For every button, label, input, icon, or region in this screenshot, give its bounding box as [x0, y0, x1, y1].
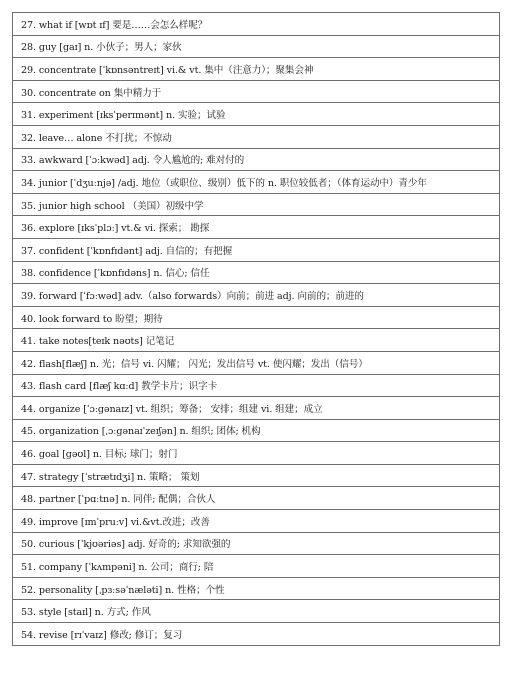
vocab-row-47: 47. strategy [ˈstrætɪdʒi] n. 策略； 策划	[12, 465, 500, 488]
vocab-row-41: 41. take notes[teɪk nəʊts] 记笔记	[12, 329, 500, 352]
vocab-row-43: 43. flash card [flæʃ kɑːd] 教学卡片；识字卡	[12, 375, 500, 398]
vocab-row-46: 46. goal [gəʊl] n. 目标; 球门；射门	[12, 442, 500, 465]
vocab-row-37: 37. confident [ˈkɒnfɪdənt] adj. 自信的；有把握	[12, 239, 500, 262]
vocab-row-29: 29. concentrate [ˈkɒnsəntreɪt] vi.& vt. 集中（注意力）；聚集会神	[12, 58, 500, 81]
vocab-row-34: 34. junior [ˈdʒuːnjə] /adj. 地位（或职位、级别）低下的 n. 职位较低者；（体育运动中）青少年	[12, 171, 500, 194]
vocab-row-50: 50. curious [ˈkjʊəriəs] adj. 好奇的; 求知欲强的	[12, 533, 500, 556]
vocab-row-30: 30. concentrate on 集中精力于	[12, 81, 500, 104]
vocab-row-28: 28. guy [gaɪ] n. 小伙子；男人；家伙	[12, 36, 500, 59]
vocab-row-33: 33. awkward [ˈɔːkwəd] adj. 令人尴尬的; 难对付的	[12, 149, 500, 172]
vocab-row-35: 35. junior high school （美国）初级中学	[12, 194, 500, 217]
vocab-row-54: 54. revise [rɪˈvaɪz] 修改; 修订；复习	[12, 623, 500, 646]
vocab-row-36: 36. explore [ɪksˈplɔː] vt.& vi. 探索； 勘探	[12, 216, 500, 239]
vocab-row-44: 44. organize [ˈɔːgənaɪz] vt. 组织；筹备； 安排；组建 vi. 组建；成立	[12, 397, 500, 420]
vocab-row-53: 53. style [staɪl] n. 方式; 作风	[12, 600, 500, 623]
vocabulary-table	[12, 12, 500, 646]
vocab-row-40: 40. look forward to 盼望；期待	[12, 307, 500, 330]
vocab-row-39: 39. forward [ˈfɔːwəd] adv.（also forwards）向前；前进 adj. 向前的；前进的	[12, 284, 500, 307]
vocab-row-27: 27. what if [wɒt ɪf] 要是……会怎么样呢？	[12, 13, 500, 36]
vocab-row-48: 48. partner [ˈpɑːtnə] n. 同伴; 配偶；合伙人	[12, 487, 500, 510]
vocab-row-38: 38. confidence [ˈkɒnfɪdəns] n. 信心; 信任	[12, 262, 500, 285]
vocab-row-31: 31. experiment [ɪksˈperɪmənt] n. 实验；试验	[12, 103, 500, 126]
vocab-row-51: 51. company [ˈkʌmpəni] n. 公司；商行; 陪	[12, 555, 500, 578]
vocab-row-49: 49. improve [ɪmˈpruːv] vi.&vt.改进；改善	[12, 510, 500, 533]
vocab-row-45: 45. organization [ˌɔːgənaɪˈzeɪʃən] n. 组织; 团体; 机构	[12, 420, 500, 443]
vocab-row-52: 52. personality [ˌpɜːsəˈnæləti] n. 性格；个性	[12, 578, 500, 601]
vocab-row-32: 32. leave… alone 不打扰；不惊动	[12, 126, 500, 149]
vocab-row-42: 42. flash[flæʃ] n. 光；信号 vi. 闪耀； 闪光；发出信号 vt. 使闪耀；发出（信号）	[12, 352, 500, 375]
